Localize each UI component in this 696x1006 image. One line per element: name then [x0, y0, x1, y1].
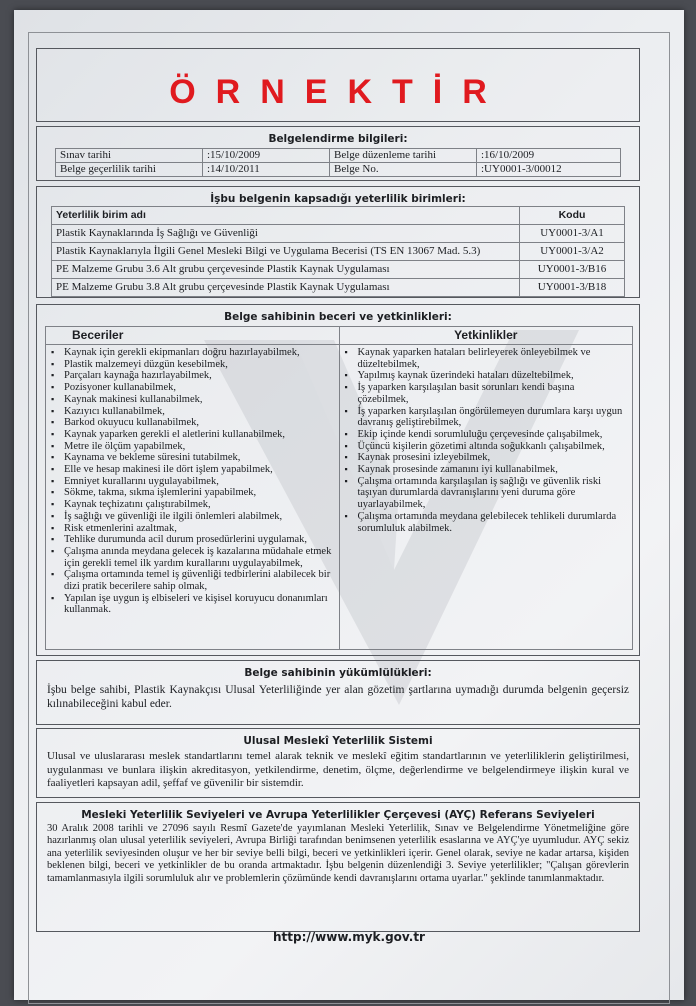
list-item: ▪ Sökme, takma, sıkma işlemlerini yapabilmek, [50, 487, 335, 499]
list-item: ▪ Kaynama ve bekleme süresini tutabilmek, [50, 452, 335, 464]
skills-list [46, 345, 339, 616]
certificate-page [14, 10, 684, 1000]
issue-date-value: :16/10/2009 [477, 149, 621, 163]
national-vocational-system-section [36, 728, 640, 798]
national-vocational-system-text: Ulusal ve uluslararası meslek standartlarını temel alarak teknik ve meslekî eğitim standartlarının ve yeterliliklerin geliştirilmesi, uygulanması ve bunlara ilişkin akreditasyon, yetkilendirme, denetim, ölçme, değerlendirme ve belgelendirmeye ilişkin kural ve faaliyetleri kapsayan adil, şeffaf ve güvenilir bir sistemdir. [47, 750, 629, 789]
certification-info-title: Belgelendirme bilgileri: [268, 133, 408, 145]
competences-column [339, 327, 633, 649]
unit-code: UY0001-3/B16 [520, 261, 625, 279]
list-item: ▪ Çalışma anında meydana gelecek iş kazalarına müdahale etmek için gerekli temel ilk yardım kurallarını uygulayabilmek, [50, 546, 335, 569]
qualification-units-section [36, 186, 640, 298]
national-vocational-system-title: Ulusal Meslekî Yeterlilik Sistemi [243, 735, 433, 747]
reference-levels-section [36, 802, 640, 932]
list-item: ▪ Çalışma ortamında karşılaşılan iş sağlığı ve güvenlik riski taşıyan durumlarda davranışlarını yeni duruma göre uyarlayabilmek, [344, 476, 629, 511]
reference-levels-text: 30 Aralık 2008 tarihli ve 27096 sayılı Resmî Gazete'de yayımlanan Mesleki Yeterlilik, Sınav ve Belgelendirme Yönetmeliğine göre hazırlanmış olan ulusal yeterlilik seviyeleri, Avrupa Birliği tarafından benimsenen yeterlilik esaslarına ve AYÇ'ye uyumludur. AYÇ sekiz ana yeterlilik seviyesinden oluşur ve her bir seviye belli bilgi, beceri ve yetkinlikleri içerir. Genel olarak, seviye ne kadar artarsa, kişiden beklenen bilgi, beceri ve yetkinlikler de bu oranda artmaktadır. İşbu belgenin düzenlendiği 3. Seviye yeterlilikler; "Çalışan görevlerin tamamlanmasıyla ilgili sorumluluk alır ve problemlerin çözümünde kendi davranışlarını ortama uyarlar." şeklinde tanımlanmaktadır. [47, 823, 629, 884]
myk-website-url: http://www.myk.gov.tr [273, 930, 425, 944]
table-row [52, 225, 625, 243]
table-row [52, 243, 625, 261]
ornektir-title: ÖRNEKTİR [169, 73, 507, 111]
list-item: ▪ Kazıyıcı kullanabilmek, [50, 406, 335, 418]
list-item: ▪ Kaynak için gerekli ekipmanları doğru hazırlayabilmek, [50, 347, 335, 359]
exam-date-value: :15/10/2009 [203, 149, 330, 163]
list-item: ▪ Kaynak prosesinde zamanını iyi kullanabilmek, [344, 464, 629, 476]
validity-date-value: :14/10/2011 [203, 163, 330, 177]
list-item: ▪ Parçaları kaynağa hazırlayabilmek, [50, 370, 335, 382]
list-item: ▪ Kaynak yaparken hataları belirleyerek önleyebilmek ve düzeltebilmek, [344, 347, 629, 370]
unit-name: PE Malzeme Grubu 3.6 Alt grubu çerçevesinde Plastik Kaynak Uygulaması [52, 261, 520, 279]
skills-column [46, 327, 339, 649]
certification-info-section [36, 126, 640, 181]
unit-name: PE Malzeme Grubu 3.8 Alt grubu çerçevesinde Plastik Kaynak Uygulaması [52, 279, 520, 297]
list-item: ▪ Metre ile ölçüm yapabilmek, [50, 441, 335, 453]
list-item: ▪ İş yaparken karşılaşılan öngörülemeyen durumlara karşı uygun davranış geliştirebilmek, [344, 406, 629, 429]
list-item: ▪ Ekip içinde kendi sorumluluğu çerçevesinde çalışabilmek, [344, 429, 629, 441]
skills-competences-section [36, 304, 640, 656]
list-item: ▪ Çalışma ortamında temel iş güvenliği tedbirlerini alabilecek bir dizi pratik becerilere sahip olmak, [50, 569, 335, 592]
skills-grid [45, 326, 633, 650]
qualification-units-title: İşbu belgenin kapsadığı yeterlilik birimleri: [210, 193, 466, 205]
certification-info-table [55, 148, 621, 177]
table-header-row [52, 207, 625, 225]
list-item: ▪ İş sağlığı ve güvenliği ile ilgili önlemleri alabilmek, [50, 511, 335, 523]
list-item: ▪ Emniyet kurallarını uygulayabilmek, [50, 476, 335, 488]
unit-name: Plastik Kaynaklarıyla İlgili Genel Mesleki Bilgi ve Uygulama Becerisi (TS EN 13067 Mad. 5.3) [52, 243, 520, 261]
exam-date-label: Sınav tarihi [56, 149, 203, 163]
list-item: ▪ İş yaparken karşılaşılan basit sorunları kendi başına çözebilmek, [344, 382, 629, 405]
holder-obligations-text: İşbu belge sahibi, Plastik Kaynakçısı Ulusal Yeterliliğinde yer alan gözetim şartlarına uymadığı durumda belgenin geçersiz kılınabileceğini kabul eder. [47, 684, 629, 710]
holder-obligations-title: Belge sahibinin yükümlülükleri: [244, 667, 432, 679]
skills-column-header: Beceriler [46, 327, 339, 345]
list-item: ▪ Kaynak yaparken gerekli el aletlerini kullanabilmek, [50, 429, 335, 441]
list-item: ▪ Pozisyoner kullanabilmek, [50, 382, 335, 394]
unit-name-header: Yeterlilik birim adı [52, 207, 520, 225]
unit-name: Plastik Kaynaklarında İş Sağlığı ve Güvenliği [52, 225, 520, 243]
list-item: ▪ Kaynak teçhizatını çalıştırabilmek, [50, 499, 335, 511]
holder-obligations-section [36, 660, 640, 725]
certificate-no-label: Belge No. [330, 163, 477, 177]
competences-column-header: Yetkinlikler [340, 327, 633, 345]
unit-code: UY0001-3/A2 [520, 243, 625, 261]
unit-code: UY0001-3/A1 [520, 225, 625, 243]
skills-competences-title: Belge sahibinin beceri ve yetkinlikleri: [224, 311, 452, 323]
list-item: ▪ Tehlike durumunda acil durum prosedürlerini uygulamak, [50, 534, 335, 546]
table-row [56, 163, 621, 177]
validity-date-label: Belge geçerlilik tarihi [56, 163, 203, 177]
unit-code: UY0001-3/B18 [520, 279, 625, 297]
reference-levels-title: Mesleki Yeterlilik Seviyeleri ve Avrupa Yeterlilikler Çerçevesi (AYÇ) Referans Seviyeleri [81, 809, 595, 821]
list-item: ▪ Üçüncü kişilerin gözetimi altında soğukkanlı çalışabilmek, [344, 441, 629, 453]
competences-list [340, 345, 633, 534]
list-item: ▪ Çalışma ortamında meydana gelebilecek tehlikeli durumlarda sorumluluk alabilmek. [344, 511, 629, 534]
list-item: ▪ Plastik malzemeyi düzgün kesebilmek, [50, 359, 335, 371]
list-item: ▪ Barkod okuyucu kullanabilmek, [50, 417, 335, 429]
qualification-units-table [51, 206, 625, 297]
list-item: ▪ Kaynak prosesini izleyebilmek, [344, 452, 629, 464]
title-section [36, 48, 640, 122]
table-row [52, 279, 625, 297]
table-row [56, 149, 621, 163]
table-row [52, 261, 625, 279]
unit-code-header: Kodu [520, 207, 625, 225]
certificate-no-value: :UY0001-3/00012 [477, 163, 621, 177]
list-item: ▪ Kaynak makinesi kullanabilmek, [50, 394, 335, 406]
list-item: ▪ Risk etmenlerini azaltmak, [50, 523, 335, 535]
list-item: ▪ Yapılmış kaynak üzerindeki hataları düzeltebilmek, [344, 370, 629, 382]
list-item: ▪ Yapılan işe uygun iş elbiseleri ve kişisel koruyucu donanımları kullanmak. [50, 593, 335, 616]
list-item: ▪ Elle ve hesap makinesi ile dört işlem yapabilmek, [50, 464, 335, 476]
issue-date-label: Belge düzenleme tarihi [330, 149, 477, 163]
